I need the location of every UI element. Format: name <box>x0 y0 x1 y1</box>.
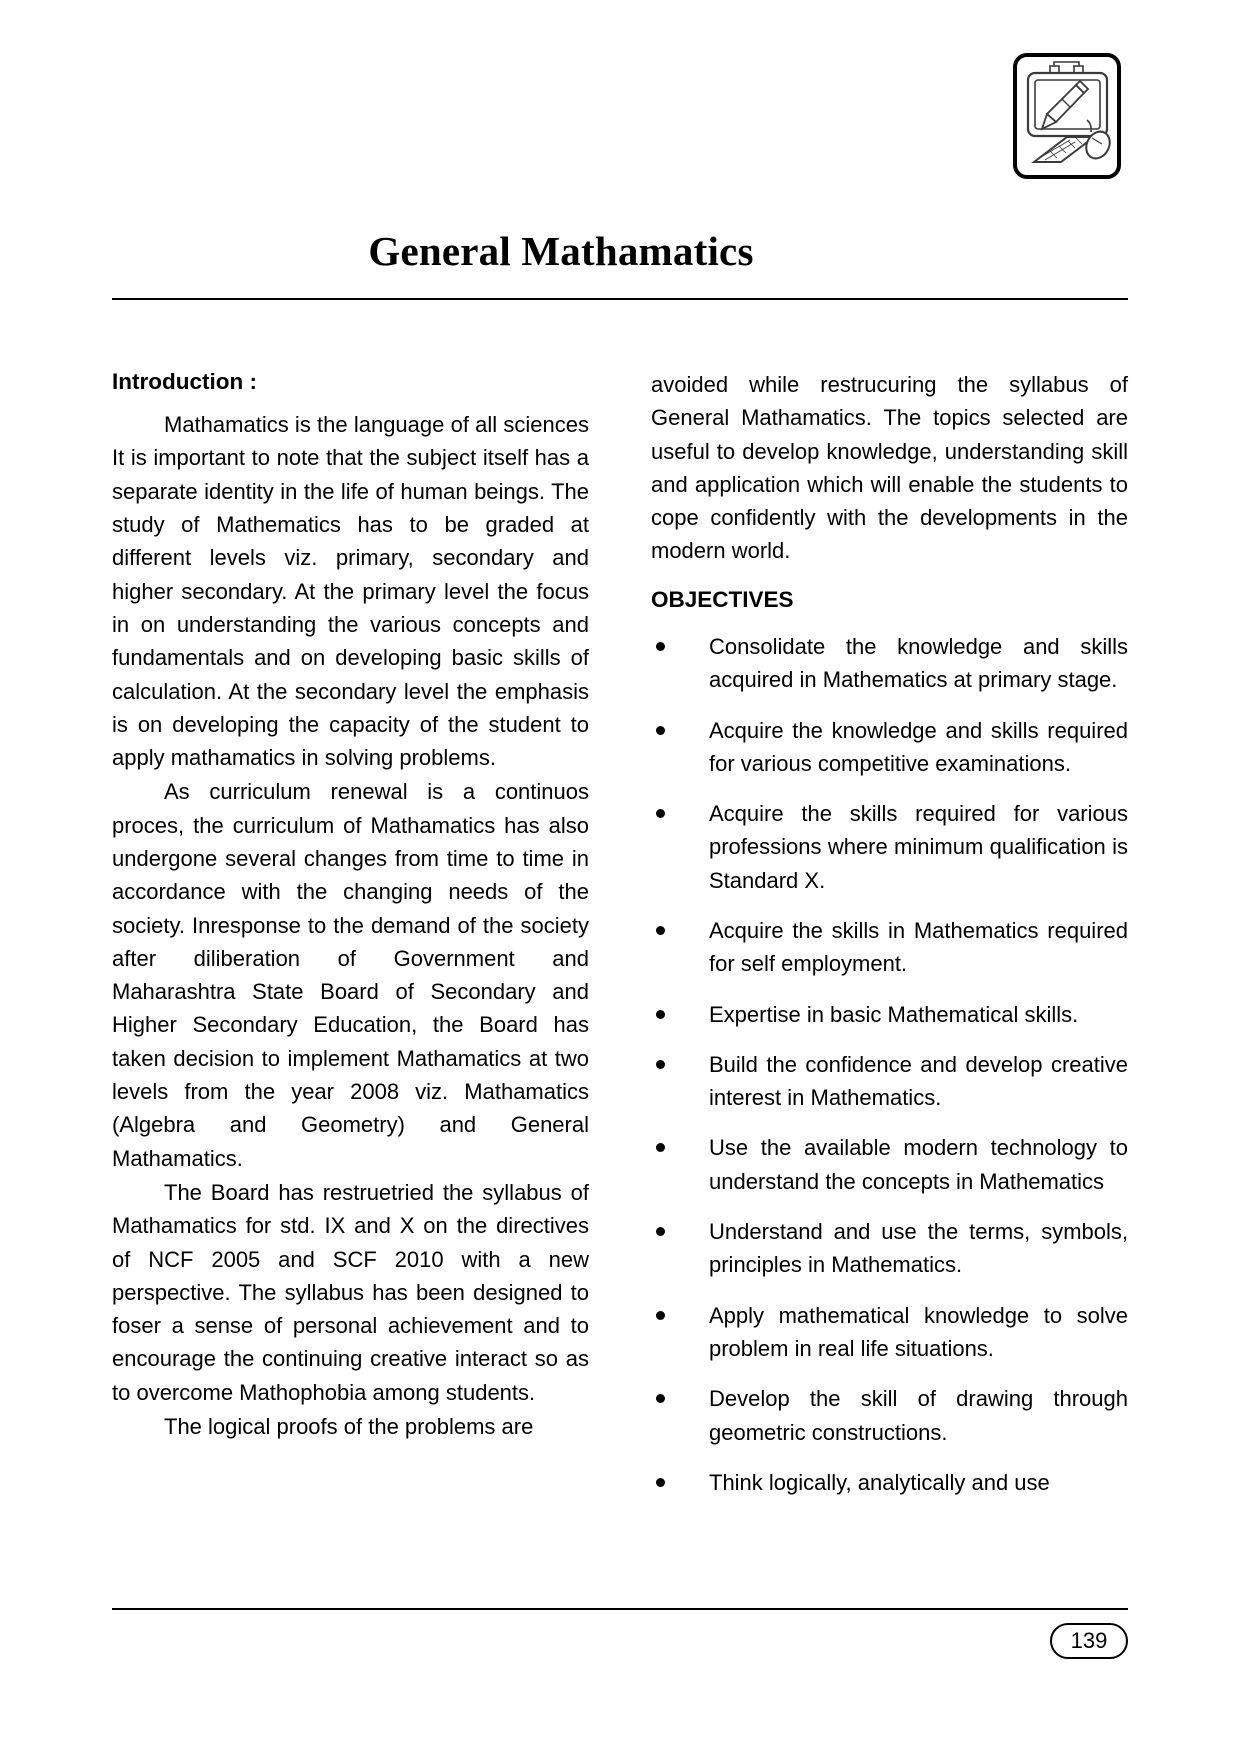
list-item <box>651 1299 1128 1366</box>
bullet-dot-icon <box>656 1143 665 1152</box>
list-item <box>651 914 1128 981</box>
blackboard-pencil-keyboard-mouse-icon <box>1012 52 1122 180</box>
list-item-label: Use the available modern technology to understand the concepts in Mathematics <box>709 1135 1128 1194</box>
bullet-dot-icon <box>656 726 665 735</box>
list-item <box>651 1382 1128 1449</box>
bullet-dot-icon <box>656 926 665 935</box>
list-item <box>651 630 1128 697</box>
bullet-dot-icon <box>656 1394 665 1403</box>
list-item-label: Acquire the skills in Mathematics required for self employment. <box>709 917 1128 977</box>
list-item-label: Understand and use the terms, symbols, principles in Mathematics. <box>709 1219 1128 1278</box>
page-number-label: 139 <box>1070 1628 1108 1653</box>
header-divider <box>112 298 1128 300</box>
right-column <box>651 368 1128 1499</box>
bullet-dot-icon <box>656 1060 665 1069</box>
list-item-label: Acquire the knowledge and skills required for various competitive examinations. <box>709 717 1128 776</box>
intro-paragraph-1: Mathamatics is the language of all sciences It is important to note that the subject itself has a separate identity in the life of human beings. The study of Mathematics has to be graded at different levels viz. primary, secondary and higher secondary. At the primary level the focus in on understanding the various concepts and fundamentals and on developing basic skills of calculation. At the secondary level the emphasis is on developing the capacity of the student to apply mathamatics in solving problems. <box>112 412 589 771</box>
list-item-label: Consolidate the knowledge and skills acquired in Mathematics at primary stage. <box>709 633 1128 693</box>
list-item <box>651 1131 1128 1198</box>
list-item-label: Expertise in basic Mathematical skills. <box>709 1001 1079 1027</box>
bullet-dot-icon <box>656 642 665 651</box>
bullet-dot-icon <box>656 1478 665 1487</box>
page-number-badge <box>1050 1623 1128 1659</box>
intro-paragraph-4-continued: The logical proofs of the problems are <box>164 1414 534 1440</box>
list-item <box>651 1466 1128 1499</box>
introduction-heading: Introduction : <box>112 369 257 394</box>
list-item-label: Apply mathematical knowledge to solve problem in real life situations. <box>709 1302 1128 1361</box>
bullet-dot-icon <box>656 1227 665 1236</box>
list-item-label: Think logically, analytically and use <box>709 1469 1050 1495</box>
objectives-heading: OBJECTIVES <box>651 586 794 612</box>
bullet-dot-icon <box>656 1010 665 1019</box>
list-item <box>651 797 1128 897</box>
list-item-label: Develop the skill of drawing through geometric constructions. <box>709 1386 1128 1445</box>
list-item-label: Acquire the skills required for various professions where minimum qualification is Standard X. <box>709 801 1128 893</box>
intro-paragraph-3: The Board has restruetried the syllabus of Mathamatics for std. IX and X on the directives of NCF 2005 and SCF 2010 with a new perspective. The syllabus has been designed to foser a sense of personal achievement and to encourage the continuing creative interact so as to overcome Mathophobia among students. <box>112 1179 589 1405</box>
bullet-dot-icon <box>656 809 665 818</box>
page-title: General Mathamatics <box>368 228 754 275</box>
objectives-list <box>651 630 1128 1499</box>
intro-paragraph-2: As curriculum renewal is a continuos proces, the curriculum of Mathamatics has also undergone several changes from time to time in accordance with the changing needs of the society. Inresponse to the demand of the society after diliberation of Government and Maharashtra State Board of Secondary and Higher Secondary Education, the Board has taken decision to implement Mathamatics at two levels from the year 2008 viz. Mathamatics (Algebra and Geometry) and General Mathamatics. <box>112 779 589 1171</box>
intro-paragraph-4-continuation: avoided while restrucuring the syllabus of General Mathamatics. The topics selected are useful to develop knowledge, understanding skill and application which will enable the students to cope confidently with the developments in the modern world. <box>651 372 1128 564</box>
list-item <box>651 998 1128 1031</box>
list-item <box>651 1215 1128 1282</box>
left-column <box>112 368 589 1499</box>
two-column-body <box>112 368 1128 1499</box>
footer-divider <box>112 1608 1128 1610</box>
bullet-dot-icon <box>656 1311 665 1320</box>
list-item-label: Build the confidence and develop creative interest in Mathematics. <box>709 1051 1128 1111</box>
list-item <box>651 714 1128 781</box>
list-item <box>651 1048 1128 1115</box>
